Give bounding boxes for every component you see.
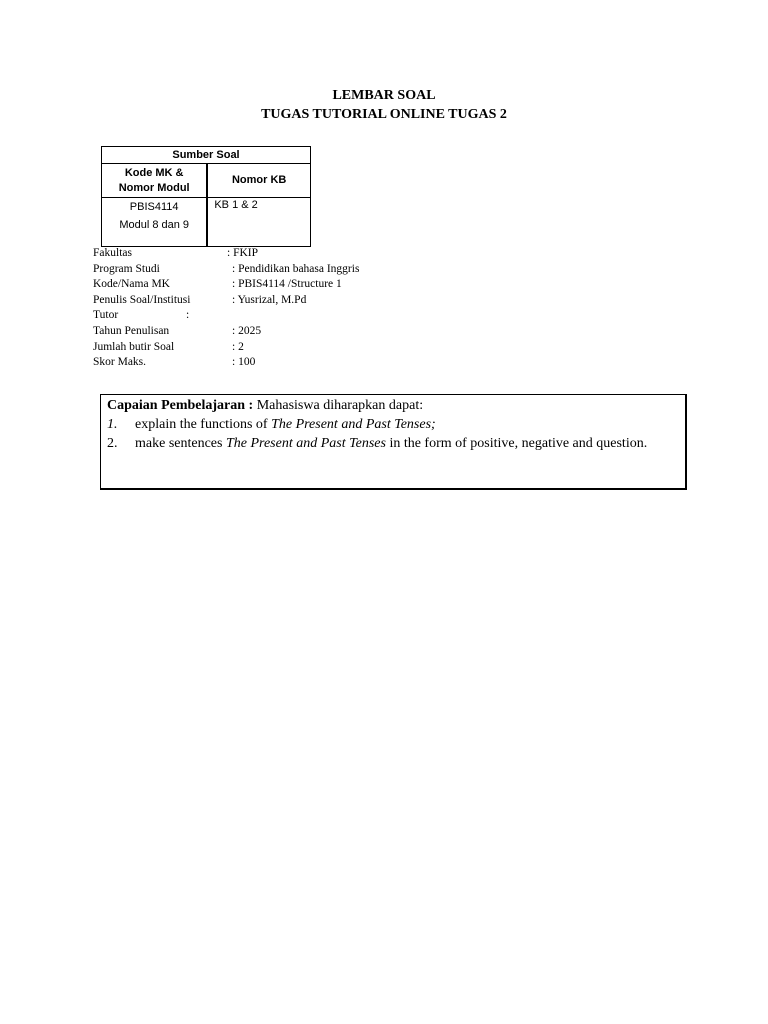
kode-mk-header-line1: Kode MK & bbox=[124, 166, 184, 179]
sumber-soal-table bbox=[101, 146, 311, 247]
jumlah-value: : 2 bbox=[232, 340, 244, 353]
tutor-label: Tutor bbox=[93, 309, 119, 322]
capaian-item-1-emphasis: The Present and Past Tenses; bbox=[271, 417, 436, 432]
capaian-item-2-text: make sentences bbox=[135, 436, 226, 451]
tahun-label: Tahun Penulisan bbox=[93, 324, 170, 337]
capaian-item-1-text: explain the functions of bbox=[135, 417, 272, 432]
capaian-item-1-number: 1. bbox=[107, 417, 118, 432]
capaian-pembelajaran-box bbox=[100, 394, 687, 490]
kode-label: Kode/Nama MK bbox=[93, 278, 170, 291]
capaian-item-2 bbox=[107, 434, 685, 453]
nomor-kb-value: KB 1 & 2 bbox=[207, 198, 310, 247]
penulis-label: Penulis Soal/Institusi bbox=[93, 293, 191, 306]
capaian-item-1 bbox=[107, 415, 685, 434]
tahun-value: : 2025 bbox=[232, 324, 262, 337]
prodi-value: : Pendidikan bahasa Inggris bbox=[232, 262, 360, 275]
capaian-item-2-text-end: in the form of positive, negative and question. bbox=[385, 436, 648, 451]
kode-mk-header-line2: Nomor Modul bbox=[118, 181, 190, 194]
kode-value: : PBIS4114 /Structure 1 bbox=[232, 278, 342, 291]
document-title: LEMBAR SOAL bbox=[332, 88, 436, 103]
document-subtitle: TUGAS TUTORIAL ONLINE TUGAS 2 bbox=[261, 107, 507, 122]
capaian-item-2-number: 2. bbox=[107, 436, 118, 451]
nomor-modul-value: Modul 8 dan 9 bbox=[119, 219, 190, 231]
penulis-value: : Yusrizal, M.Pd bbox=[232, 293, 307, 306]
jumlah-label: Jumlah butir Soal bbox=[93, 340, 175, 353]
kode-mk-value: PBIS4114 bbox=[129, 201, 179, 213]
capaian-heading: Capaian Pembelajaran : bbox=[107, 398, 254, 413]
nomor-kb-column-header: Nomor KB bbox=[207, 164, 310, 198]
capaian-intro: Mahasiswa diharapkan dapat: bbox=[253, 398, 424, 413]
skor-value: : 100 bbox=[232, 356, 256, 369]
kode-mk-column-header bbox=[102, 164, 208, 198]
fakultas-label: Fakultas bbox=[93, 247, 132, 259]
kode-mk-cell bbox=[102, 198, 208, 247]
skor-label: Skor Maks. bbox=[93, 356, 147, 369]
tutor-value: : bbox=[186, 309, 190, 322]
sumber-soal-header: Sumber Soal bbox=[102, 147, 311, 164]
capaian-item-2-emphasis: The Present and Past Tenses bbox=[225, 436, 386, 451]
fakultas-value: : FKIP bbox=[227, 247, 258, 259]
prodi-label: Program Studi bbox=[93, 262, 160, 275]
capaian-heading-line bbox=[107, 396, 685, 415]
